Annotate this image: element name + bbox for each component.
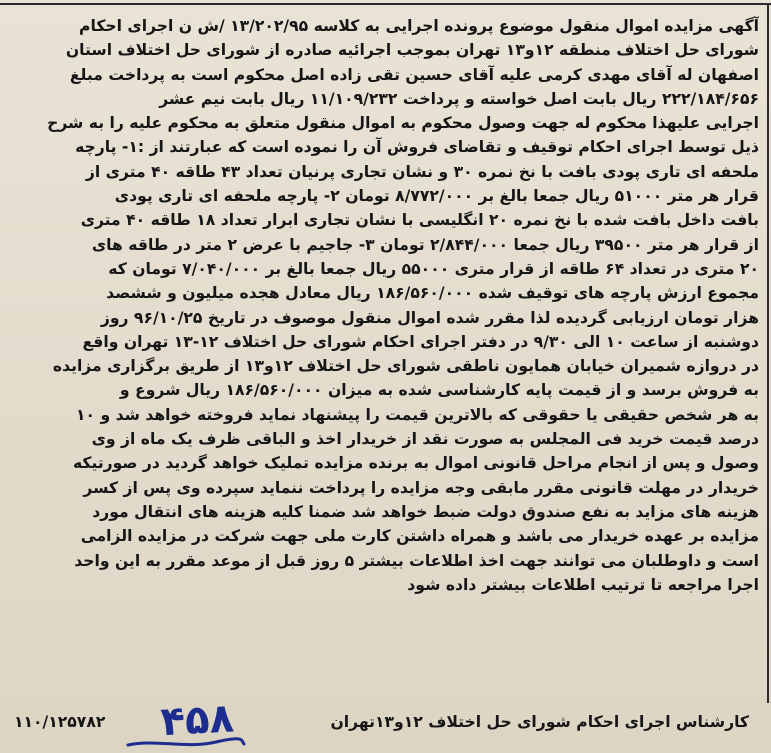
notice-line: خریدار در مهلت قانونی مقرر مابقی وجه مزایده را پرداخت ننماید سپرده وی پس از کسر	[83, 478, 759, 497]
notice-line: قرار هر متر ۵۱۰۰۰ ریال جمعا بالغ بر ۸/۷۷۲/۰۰۰ تومان ۲- پارچه ملحفه ای تاری پودی	[114, 187, 759, 206]
notice-line: ۲۲۲/۱۸۴/۶۵۶ ریال بابت اصل خواسته و پرداخت ۱۱/۱۰۹/۲۳۲ ریال بابت نیم عشر	[159, 89, 759, 108]
notice-line: از قرار هر متر ۳۹۵۰۰ ریال جمعا ۲/۸۴۴/۰۰۰ تومان ۳- جاجیم با عرض ۲ متر در طاقه های	[91, 235, 759, 254]
notice-line: به فروش برسد و از قیمت پایه کارشناسی شده به میزان ۱۸۶/۵۶۰/۰۰۰ ریال شروع و	[119, 381, 759, 400]
notice-line: به هر شخص حقیقی یا حقوقی که بالاترین قیمت را پیشنهاد نماید فروخته خواهد شد و ۱۰	[75, 405, 759, 424]
handwritten-stamp-number: ۴۵۸	[159, 695, 236, 746]
frame-right-rule	[767, 3, 769, 703]
notice-line: درصد قیمت خرید فی المجلس به صورت نقد از خریدار اخذ و الباقی ظرف یک ماه از وی	[91, 430, 759, 449]
notice-line: است و داوطلبان می توانند جهت اخذ اطلاعات بیشتر ۵ روز قبل از موعد مقرر به این واحد	[74, 551, 759, 570]
notice-line: در دروازه شمیران خیابان همایون ناطقی شورای حل اختلاف ۱۲و۱۳ از طریق برگزاری مزایده	[52, 357, 759, 376]
notice-line: دوشنبه از ساعت ۱۰ الی ۹/۳۰ در دفتر اجرای احکام شورای حل اختلاف ۱۲-۱۳ تهران واقع	[82, 332, 759, 351]
stamp-underline-swash	[126, 737, 246, 749]
notice-line: اجرایی علیهذا محکوم له جهت وصول محکوم به اموال منقول متعلق به محکوم علیه را به شرح	[47, 114, 759, 133]
auction-notice-body	[14, 14, 759, 597]
notice-line: مزایده بر عهده خریدار می باشد و همراه داشتن کارت ملی جهت شرکت در مزایده الزامی	[80, 527, 759, 546]
frame-top-rule	[0, 3, 771, 5]
notice-line: بافت داخل بافت شده با نخ نمره ۲۰ انگلیسی با نشان تجاری ابرار تعداد ۱۸ طاقه ۴۰ متری	[80, 211, 759, 230]
signature-row	[14, 695, 749, 746]
reference-number: ۱۱۰/۱۲۵۷۸۲	[14, 713, 106, 731]
notice-line: شورای حل اختلاف منطقه ۱۲و۱۳ تهران بموجب اجرائیه صادره از شورای حل اختلاف استان	[65, 41, 759, 60]
notice-line: وصول و پس از انجام مراحل قانونی اموال به برنده مزایده تملیک خواهد گردید در صورتیکه	[72, 454, 759, 473]
notice-line: هزینه های مزاید به نفع صندوق دولت ضبط خواهد شد ضمنا کلیه هزینه های انتقال مورد	[92, 502, 759, 521]
notice-line: آگهی مزایده اموال منقول موضوع پرونده اجرایی به کلاسه ۱۳/۲۰۲/۹۵ /ش ن اجرای احکام	[79, 17, 759, 35]
notice-line: اجرا مراجعه تا ترتیب اطلاعات بیشتر داده شود	[407, 575, 759, 594]
notice-line: ذیل توسط اجرای احکام توقیف و تقاضای فروش آن را نموده است که عبارتند از :۱- پارچه	[75, 138, 759, 157]
notice-line: هزار تومان ارزیابی گردیده لذا مقرر شده اموال منقول موصوف در تاریخ ۹۶/۱۰/۲۵ روز	[100, 308, 759, 327]
notice-line: اصفهان له آقای مهدی کرمی علیه آقای حسین تقی زاده اصل محکوم است به پرداخت مبلغ	[69, 65, 759, 84]
notice-line: مجموع ارزش پارچه های توقیف شده ۱۸۶/۵۶۰/۰۰۰ ریال معادل هجده میلیون و ششصد	[106, 284, 759, 303]
signer-title: کارشناس اجرای احکام شورای حل اختلاف ۱۲و۱۳تهران	[330, 713, 749, 731]
notice-line: ملحفه ای تاری پودی بافت با نخ نمره ۳۰ و نشان تجاری پرنیان تعداد ۴۳ طاقه ۴۰ متری از	[85, 162, 759, 181]
notice-line: ۲۰ متری در تعداد ۶۴ طاقه از قرار متری ۵۵۰۰۰ ریال جمعا بالغ بر ۷/۰۴۰/۰۰۰ تومان که	[108, 259, 759, 278]
